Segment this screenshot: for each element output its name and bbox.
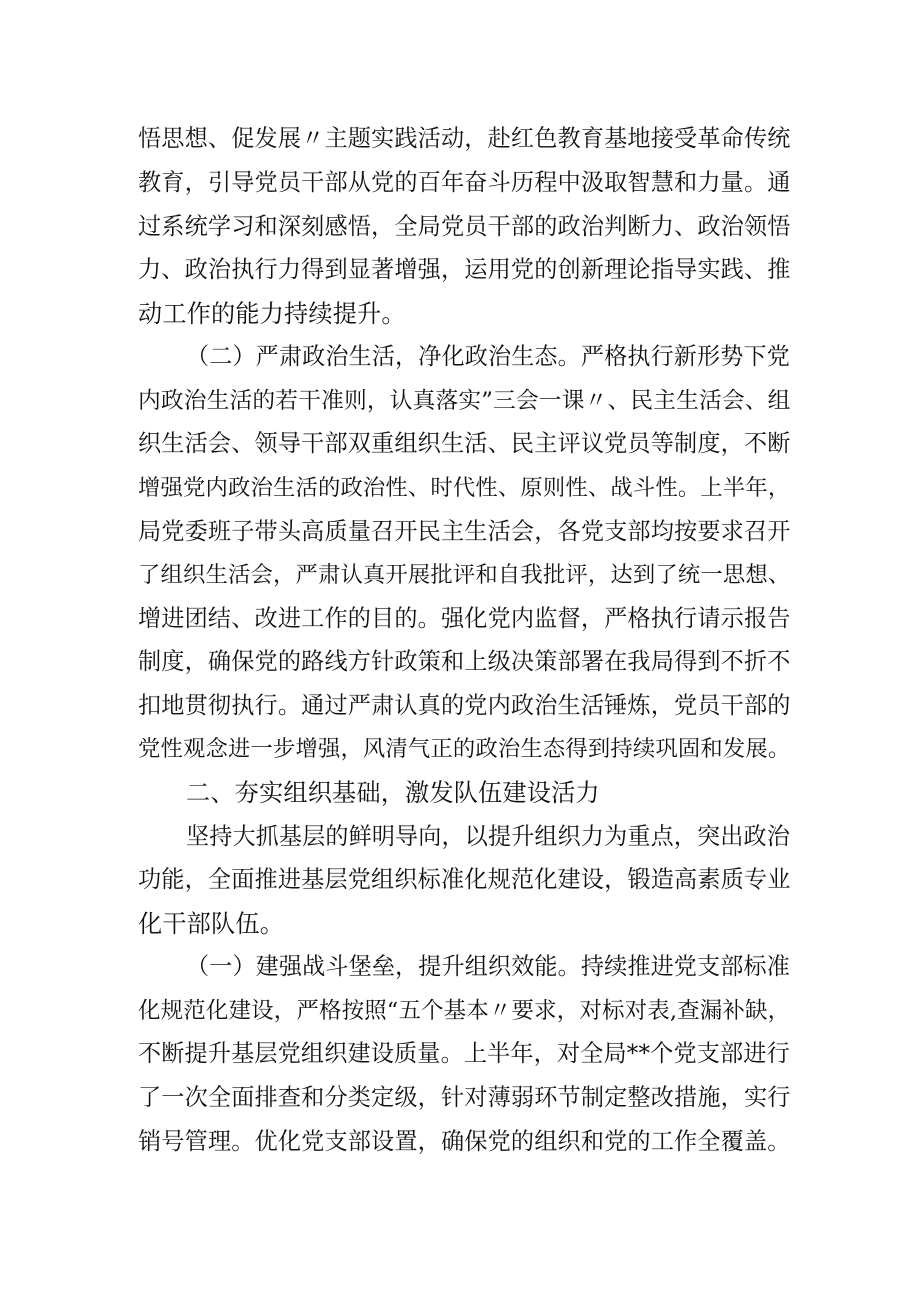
paragraph-start-line: （二）严肃政治生活，净化政治生态。严格执行新形势下党 <box>186 344 790 370</box>
text-line: 党性观念进一步增强，风清气正的政治生态得到持续巩固和发展。 <box>138 736 791 762</box>
text-line: 了一次全面排查和分类定级，针对薄弱环节制定整改措施，实行 <box>138 1084 791 1111</box>
paragraph-start-line: 坚持大抓基层的鲜明导向，以提升组织力为重点，突出政治 <box>186 824 790 850</box>
text-line: 制度，确保党的路线方针政策和上级决策部署在我局得到不折不 <box>138 648 791 675</box>
text-line: 扣地贯彻执行。通过严肃认真的党内政治生活锤炼，党员干部的 <box>138 692 791 719</box>
text-line: 动工作的能力持续提升。 <box>138 300 406 328</box>
text-line: 了组织生活会，严肃认真开展批评和自我批评，达到了统一思想、 <box>138 562 791 588</box>
text-line: 销号管理。优化党支部设置，确保党的组织和党的工作全覆盖。 <box>138 1128 791 1155</box>
text-line: 织生活会、领导干部双重组织生活、民主评议党员等制度，不断 <box>138 430 791 457</box>
text-line: 不断提升基层党组织建设质量。上半年，对全局**个党支部进行 <box>138 1041 790 1067</box>
text-line: 悟思想、促发展〃主题实践活动，赴红色教育基地接受革命传统 <box>138 125 791 152</box>
text-line: 化干部队伍。 <box>138 910 285 938</box>
text-line: 局党委班子带头高质量召开民主生活会，各党支部均按要求召开 <box>138 518 791 545</box>
text-line: 力、政治执行力得到显著增强，运用党的创新理论指导实践、推 <box>138 256 791 283</box>
text-line: 内政治生活的若干准则，认真落实”三会一课〃、民主生活会、组 <box>138 388 791 414</box>
text-line: 化规范化建设，严格按照“五个基本〃要求，对标对表,查漏补缺， <box>138 998 791 1024</box>
text-line: 功能，全面推进基层党组织标准化规范化建设，锻造高素质专业 <box>138 866 791 893</box>
text-line: 教育，引导党员干部从党的百年奋斗历程中汲取智慧和力量。通 <box>138 169 791 196</box>
text-line: 增进团结、改进工作的目的。强化党内监督，严格执行请示报告 <box>138 605 791 632</box>
text-line: 过系统学习和深刻感悟，全局党员干部的政治判断力、政治领悟 <box>138 213 791 240</box>
paragraph-start-line: （一）建强战斗堡垒，提升组织效能。持续推进党支部标准 <box>186 954 790 980</box>
section-heading: 二、夯实组织基础，激发队伍建设活力 <box>186 779 600 807</box>
text-line: 增强党内政治生活的政治性、时代性、原则性、战斗性。上半年， <box>138 475 791 501</box>
